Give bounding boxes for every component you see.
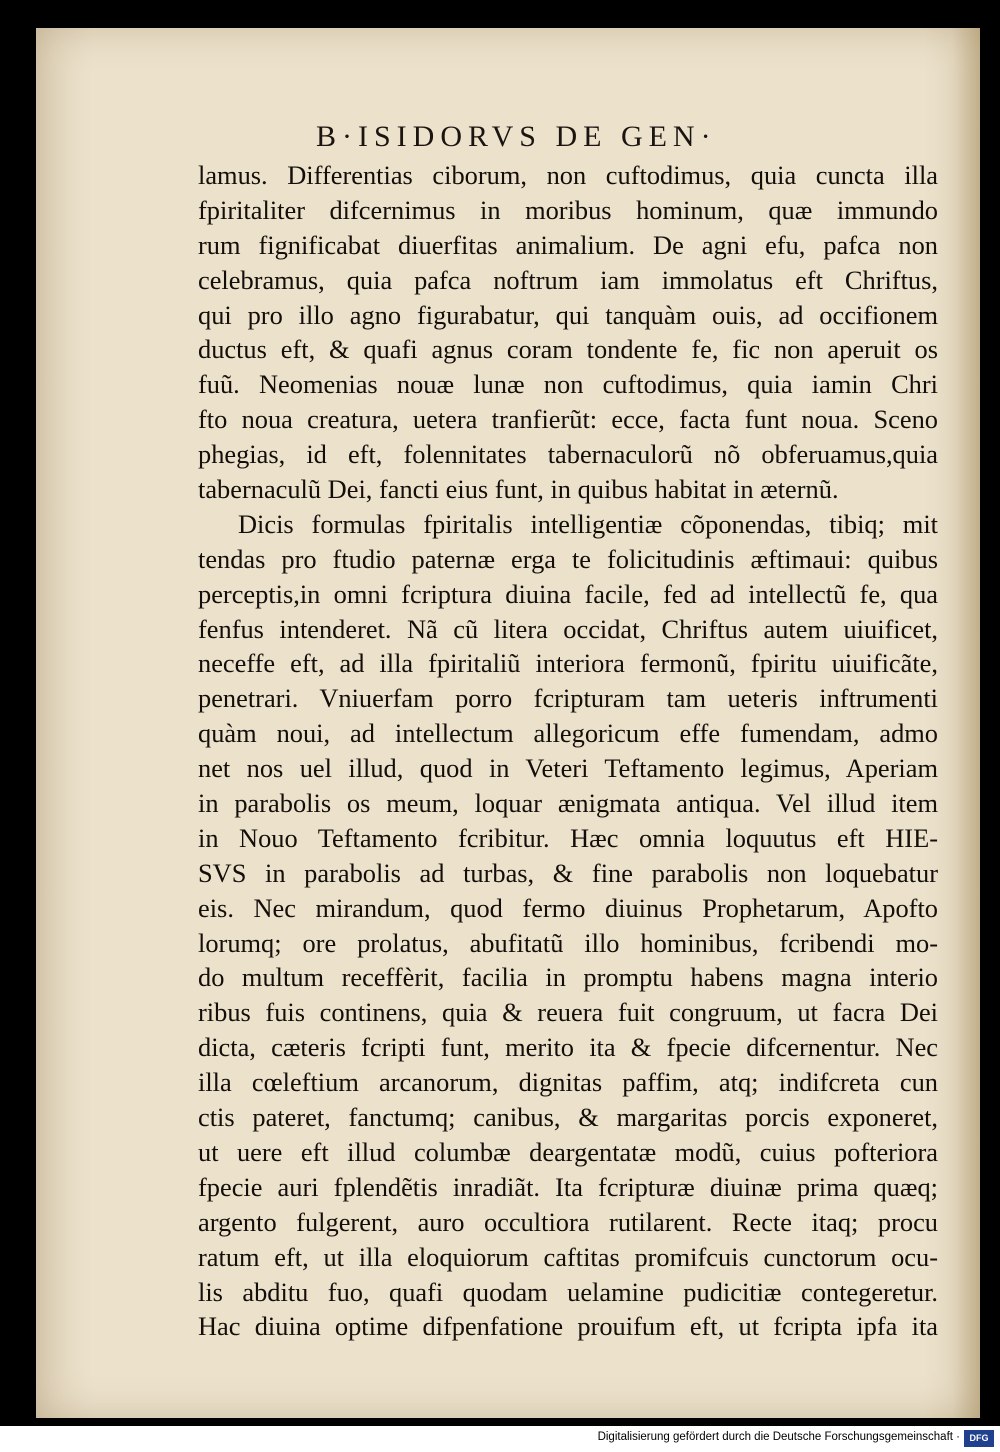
text-line: illa cœleftium arcanorum, dignitas paffim, atq; indifcreta cun — [198, 1067, 938, 1098]
text-line: SVS in parabolis ad turbas, & fine parabolis non loquebatur — [198, 857, 938, 888]
text-line: penetrari. Vniuerfam porro fcripturam tam ueteris inftrumenti — [198, 683, 938, 714]
text-line: Hac diuina optime difpenfatione prouifum eft, ut fcripta ipfa ita — [198, 1311, 938, 1342]
text-line: ribus fuis continens, quia & reuera fuit congruum, ut facra Dei — [198, 997, 938, 1028]
text-line: ctis pateret, fanctumq; canibus, & margaritas porcis exponeret, — [198, 1102, 938, 1133]
text-line: lorumq; ore prolatus, abufitatũ illo hominibus, fcribendi mo- — [198, 927, 938, 958]
text-line: neceffe eft, ad illa fpiritaliũ interiora fermonũ, fpiritu uiuificãte, — [198, 648, 938, 679]
text-line: in Nouo Teftamento fcribitur. Hæc omnia loquutus eft HIE- — [198, 822, 938, 853]
dfg-logo: DFG — [964, 1430, 994, 1447]
text-line: qui pro illo agno figurabatur, qui tanquàm ouis, ad occifionem — [198, 299, 938, 330]
running-head: B·ISIDORVS DE GEN· — [316, 120, 717, 153]
text-line: celebramus, quia pafca noftrum iam immolatus eft Chriftus, — [198, 264, 938, 295]
text-line: Dicis formulas fpiritalis intelligentiæ cõponendas, tibiq; mit — [238, 508, 938, 539]
text-line: perceptis,in omni fcriptura diuina facile, fed ad intellectũ fe, qua — [198, 578, 938, 609]
text-line: fto noua creatura, uetera tranfierũt: ecce, facta funt noua. Sceno — [198, 404, 938, 435]
text-block — [198, 158, 938, 1344]
text-line: ut uere eft illud columbæ deargentatæ modũ, cuius pofteriora — [198, 1136, 938, 1167]
text-line: ratum eft, ut illa eloquiorum caftitas promifcuis cunctorum ocu- — [198, 1241, 938, 1272]
text-line: lamus. Differentias ciborum, non cuftodimus, quia cuncta illa — [198, 160, 938, 190]
text-line: fpecie auri fplendẽtis inradiãt. Ita fcripturæ diuinæ prima quæq; — [198, 1171, 938, 1202]
text-line: fpiritaliter difcernimus in moribus hominum, quæ immundo — [198, 194, 938, 225]
text-line: tabernaculũ Dei, fancti eius funt, in quibus habitat in æternũ. — [198, 474, 839, 505]
text-line: tendas pro ftudio paternæ erga te folicitudinis æftimaui: quibus — [198, 543, 938, 574]
text-line: dicta, cæteris fcripti funt, merito ita & fpecie difcernentur. Nec — [198, 1032, 938, 1063]
text-line: fuũ. Neomenias nouæ lunæ non cuftodimus, quia iamin Chri — [198, 369, 938, 400]
digitization-footer — [0, 1426, 1000, 1452]
text-line: net nos uel illud, quod in Veteri Teftamento legimus, Aperiam — [198, 753, 938, 784]
funding-credit: Digitalisierung gefördert durch die Deutsche Forschungsgemeinschaft · — [597, 1431, 960, 1443]
text-line: lis abditu fuo, quafi quodam uelamine pudicitiæ contegeretur. — [198, 1276, 938, 1307]
page-edge-shadow — [952, 28, 980, 1418]
text-line: in parabolis os meum, loquar ænigmata antiqua. Vel illud item — [198, 788, 938, 819]
text-line: quàm noui, ad intellectum allegoricum effe fumendam, admo — [198, 718, 938, 749]
text-line: phegias, id eft, folennitates tabernaculorũ nõ obferuamus,quia — [198, 439, 938, 470]
text-line: fenfus intenderet. Nã cũ litera occidat, Chriftus autem uiuificet, — [198, 613, 938, 644]
text-line: rum fignificabat diuerfitas animalium. De agni efu, pafca non — [198, 229, 938, 260]
text-line: do multum receffèrit, facilia in promptu habens magna interio — [198, 962, 938, 993]
text-line: argento fulgerent, auro occultiora rutilarent. Recte itaq; procu — [198, 1206, 938, 1237]
text-line: eis. Nec mirandum, quod fermo diuinus Prophetarum, Apofto — [198, 892, 938, 923]
text-line: ductus eft, & quafi agnus coram tondente fe, fic non aperuit os — [198, 334, 938, 365]
